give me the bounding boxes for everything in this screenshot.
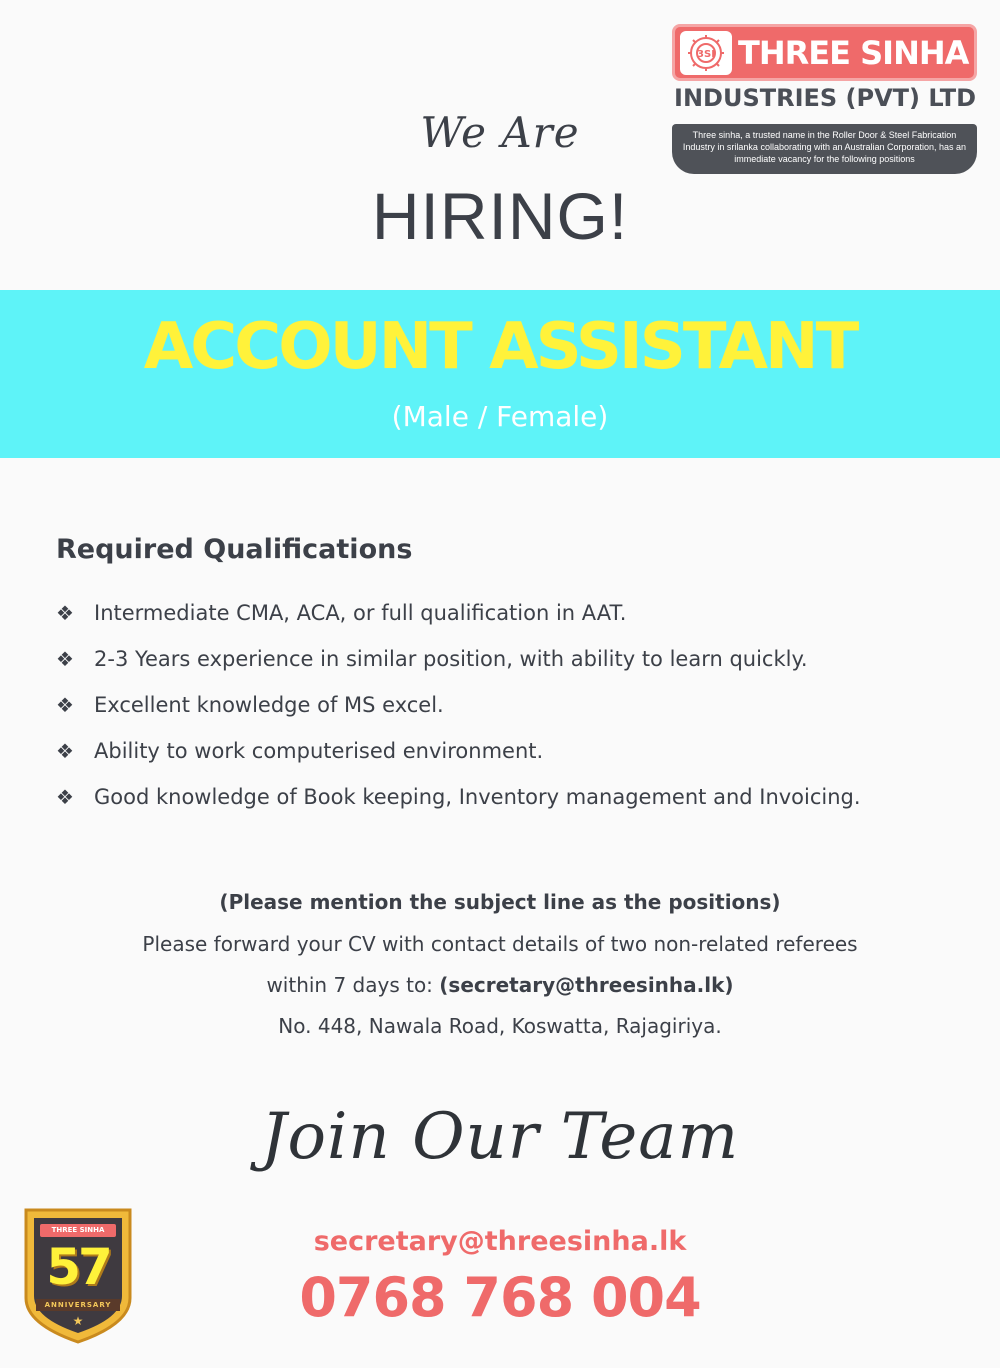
qualifications-list <box>56 590 976 820</box>
secretary-email-inline[interactable]: (secretary@threesinha.lk) <box>439 973 734 997</box>
anniversary-label: ANNIVERSARY <box>36 1299 120 1311</box>
qualification-text: 2-3 Years experience in similar position, with ability to learn quickly. <box>94 647 808 671</box>
star-icon: ★ <box>72 1314 84 1328</box>
anniversary-number: 57 <box>46 1238 110 1296</box>
cv-instruction: Please forward your CV with contact details of two non-related referees <box>142 932 858 956</box>
three-sinha-emblem-icon <box>680 31 732 75</box>
job-gender: (Male / Female) <box>391 400 609 433</box>
subject-line-note: (Please mention the subject line as the positions) <box>219 890 781 914</box>
hiring-heading: HIRING! <box>371 179 629 253</box>
contact-email[interactable]: secretary@threesinha.lk <box>313 1226 687 1257</box>
diamond-bullet-icon: ❖ <box>56 693 74 717</box>
company-name: THREE SINHA <box>738 33 969 72</box>
qualification-item <box>56 590 976 636</box>
qualification-text: Good knowledge of Book keeping, Inventory management and Invoicing. <box>94 785 861 809</box>
company-logo <box>672 24 977 81</box>
deadline-line <box>0 973 1000 997</box>
diamond-bullet-icon: ❖ <box>56 739 74 763</box>
anniversary-badge <box>22 1206 134 1346</box>
qualification-item <box>56 636 976 682</box>
diamond-bullet-icon: ❖ <box>56 785 74 809</box>
deadline-text: within 7 days to: <box>266 973 440 997</box>
diamond-bullet-icon: ❖ <box>56 601 74 625</box>
company-subtitle: INDUSTRIES (PVT) LTD <box>674 84 976 112</box>
diamond-bullet-icon: ❖ <box>56 647 74 671</box>
qualification-item <box>56 728 976 774</box>
anniversary-brand: THREE SINHA <box>40 1224 116 1237</box>
qualification-text: Excellent knowledge of MS excel. <box>94 693 444 717</box>
qualification-text: Intermediate CMA, ACA, or full qualification in AAT. <box>94 601 627 625</box>
qualification-text: Ability to work computerised environment. <box>94 739 544 763</box>
qualification-item <box>56 774 976 820</box>
job-title: ACCOUNT ASSISTANT <box>143 310 857 384</box>
join-our-team-script: Join Our Team <box>260 1100 740 1174</box>
qualifications-heading: Required Qualifications <box>56 534 413 565</box>
svg-text:3SI: 3SI <box>697 48 715 60</box>
contact-phone[interactable]: 0768 768 004 <box>299 1266 701 1329</box>
qualification-item <box>56 682 976 728</box>
company-tagline: Three sinha, a trusted name in the Roller Door & Steel Fabrication Industry in srilanka collaborating with an Australian Corporation, has an immediate vacancy for the following positions <box>672 124 977 174</box>
company-address: No. 448, Nawala Road, Koswatta, Rajagiriya. <box>278 1014 722 1038</box>
we-are-script: We Are <box>420 108 580 157</box>
